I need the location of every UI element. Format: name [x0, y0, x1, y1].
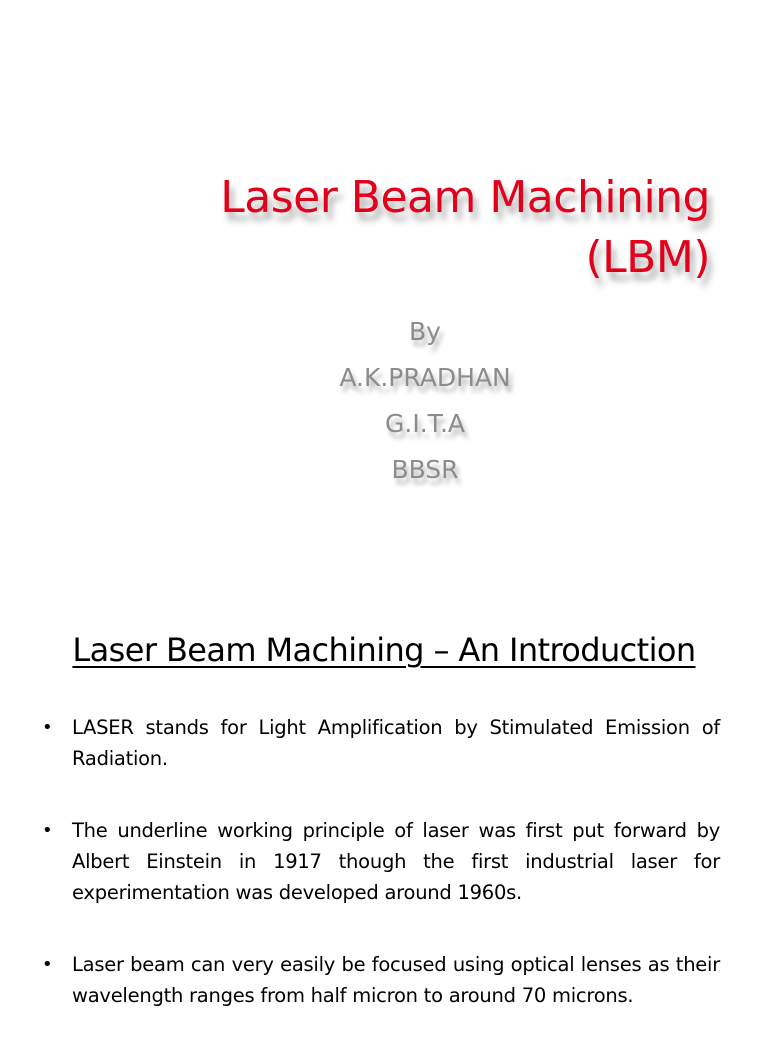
bullet-marker: •	[42, 717, 53, 738]
byline-author: A.K.PRADHAN	[339, 363, 511, 392]
slide-title	[150, 168, 710, 288]
bullet-marker: •	[42, 820, 53, 841]
byline-institute: G.I.T.A	[385, 409, 465, 438]
bullet-marker: •	[42, 954, 53, 975]
bullet-text: LASER stands for Light Amplification by Stimulated Emission of Radiation.	[72, 716, 720, 770]
bullet-item	[40, 949, 720, 1011]
byline-by: By	[409, 317, 441, 346]
author-byline	[225, 309, 625, 493]
title-line-2: (LBM)	[585, 232, 710, 283]
intro-heading: Laser Beam Machining – An Introduction	[72, 631, 696, 669]
intro-slide	[0, 576, 768, 1024]
bullet-text: Laser beam can very easily be focused using optical lenses as their wavelength ranges from half micron to around 70 microns.	[72, 953, 720, 1007]
bullet-list	[40, 712, 720, 1052]
bullet-item	[40, 815, 720, 908]
title-line-1: Laser Beam Machining	[220, 172, 710, 223]
bullet-text: The underline working principle of laser was first put forward by Albert Einstein in 1917 though the first industrial laser for experimentation was developed around 1960s.	[72, 819, 720, 904]
byline-city: BBSR	[391, 455, 459, 484]
bullet-item	[40, 712, 720, 774]
